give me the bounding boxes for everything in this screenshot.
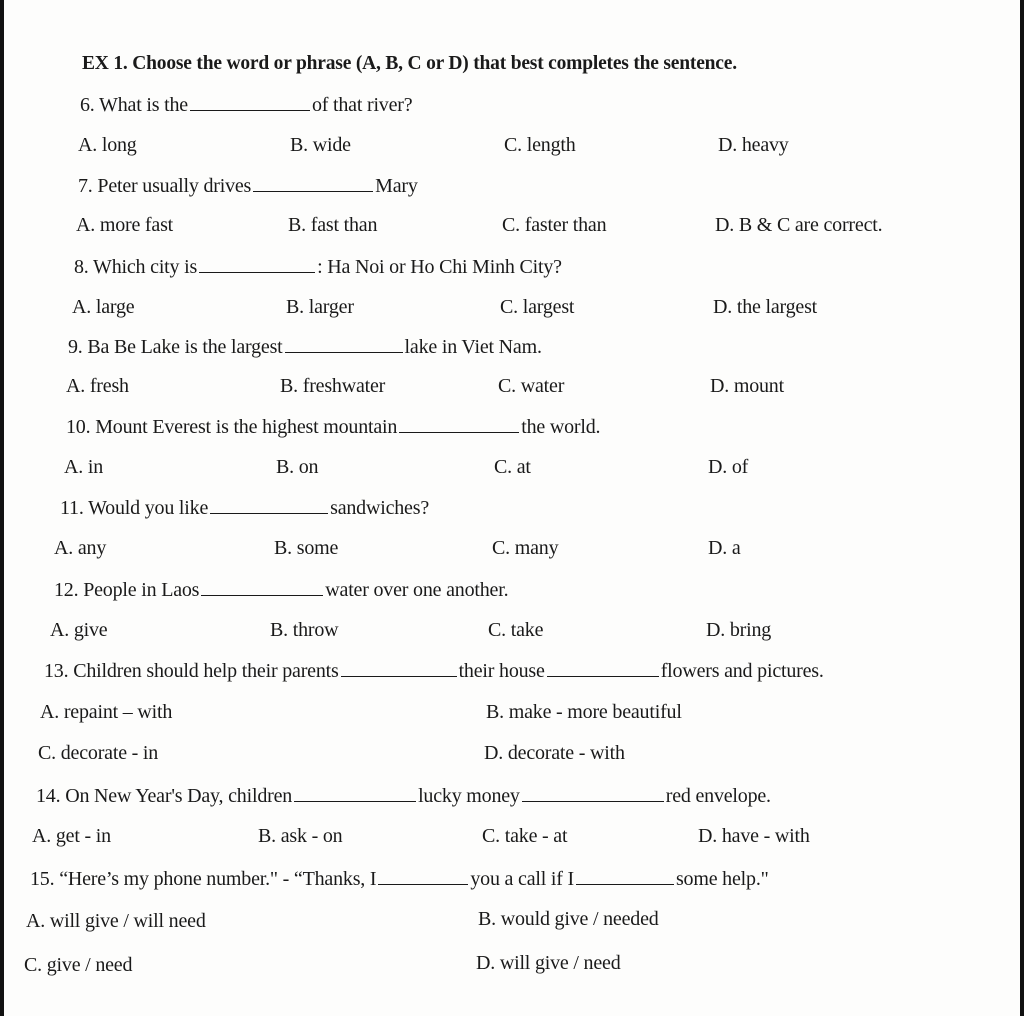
option-c: C. water [498,375,565,397]
answer-blank [190,92,310,111]
question-text: 6. What is the [80,94,188,116]
option-b: B. fast than [288,214,378,236]
option-b: B. on [276,456,319,478]
option-c: C. take - at [482,825,568,847]
answer-blank [210,495,328,514]
option-b: B. would give / needed [478,908,659,930]
question-text: 12. People in Laos [54,579,200,601]
exercise-title: EX 1. Choose the word or phrase (A, B, C or D) that best completes the sentence. [82,53,737,74]
answer-blank [199,254,315,273]
option-d: D. have - with [698,825,810,847]
question-7 [78,173,418,198]
option-d: D. B & C are correct. [715,214,883,236]
question-text: red envelope. [665,785,771,807]
question-text: 9. Ba Be Lake is the largest [68,336,283,358]
option-a: A. will give / will need [26,910,206,932]
option-b: B. throw [270,619,339,641]
question-text: 7. Peter usually drives [78,175,252,197]
option-a: A. in [64,456,104,478]
option-a: A. long [78,134,137,156]
question-text: water over one another. [325,579,509,601]
answer-blank [547,658,659,677]
option-a: A. give [50,619,108,641]
option-d: D. mount [710,375,784,397]
question-12 [54,577,508,602]
option-d: D. decorate - with [484,742,625,764]
option-d: D. a [708,537,741,559]
question-text: sandwiches? [330,497,429,519]
option-a: A. any [54,537,107,559]
option-d: D. of [708,456,749,478]
question-10 [66,414,600,439]
answer-blank [399,414,519,433]
answer-blank [294,783,416,802]
question-text: Mary [375,175,418,197]
option-b: B. freshwater [280,375,386,397]
question-text: 15. “Here’s my phone number." - “Thanks, I [30,868,377,890]
option-c: C. length [504,134,576,156]
question-text: of that river? [311,94,413,116]
question-text: lake in Viet Nam. [404,336,542,358]
answer-blank [253,173,373,192]
option-c: C. faster than [502,214,607,236]
question-text: 10. Mount Everest is the highest mountain [66,416,398,438]
question-text: 11. Would you like [60,497,209,519]
option-c: C. largest [500,296,575,318]
question-text: 13. Children should help their parents [44,660,339,682]
option-b: B. ask - on [258,825,343,847]
option-a: A. fresh [66,375,129,397]
answer-blank [201,577,323,596]
option-b: B. some [274,537,339,559]
question-text: lucky money [418,785,520,807]
option-b: B. make - more beautiful [486,701,682,723]
question-6 [80,92,412,117]
answer-blank [285,334,403,353]
option-d: D. heavy [718,134,789,156]
option-d: D. will give / need [476,952,621,974]
option-c: C. give / need [24,954,133,976]
option-c: C. take [488,619,544,641]
question-text: the world. [521,416,601,438]
option-a: A. repaint – with [40,701,173,723]
question-9 [68,334,542,359]
question-text: 8. Which city is [74,256,198,278]
option-c: C. many [492,537,559,559]
option-a: A. get - in [32,825,111,847]
question-text: 14. On New Year's Day, children [36,785,293,807]
question-text: their house [458,660,545,682]
option-a: A. large [72,296,135,318]
question-11 [60,495,429,520]
answer-blank [341,658,457,677]
option-b: B. wide [290,134,351,156]
option-d: D. the largest [713,296,818,318]
option-a: A. more fast [76,214,174,236]
question-13 [44,658,824,683]
question-text: : Ha Noi or Ho Chi Minh City? [317,256,562,278]
option-c: C. decorate - in [38,742,159,764]
option-b: B. larger [286,296,354,318]
question-14 [36,783,771,808]
option-d: D. bring [706,619,772,641]
answer-blank [522,783,664,802]
option-c: C. at [494,456,531,478]
question-15 [30,866,769,891]
question-text: some help." [675,868,769,890]
question-8 [74,254,562,279]
answer-blank [378,866,468,885]
answer-blank [576,866,674,885]
question-text: flowers and pictures. [660,660,824,682]
question-text: you a call if I [470,868,574,890]
